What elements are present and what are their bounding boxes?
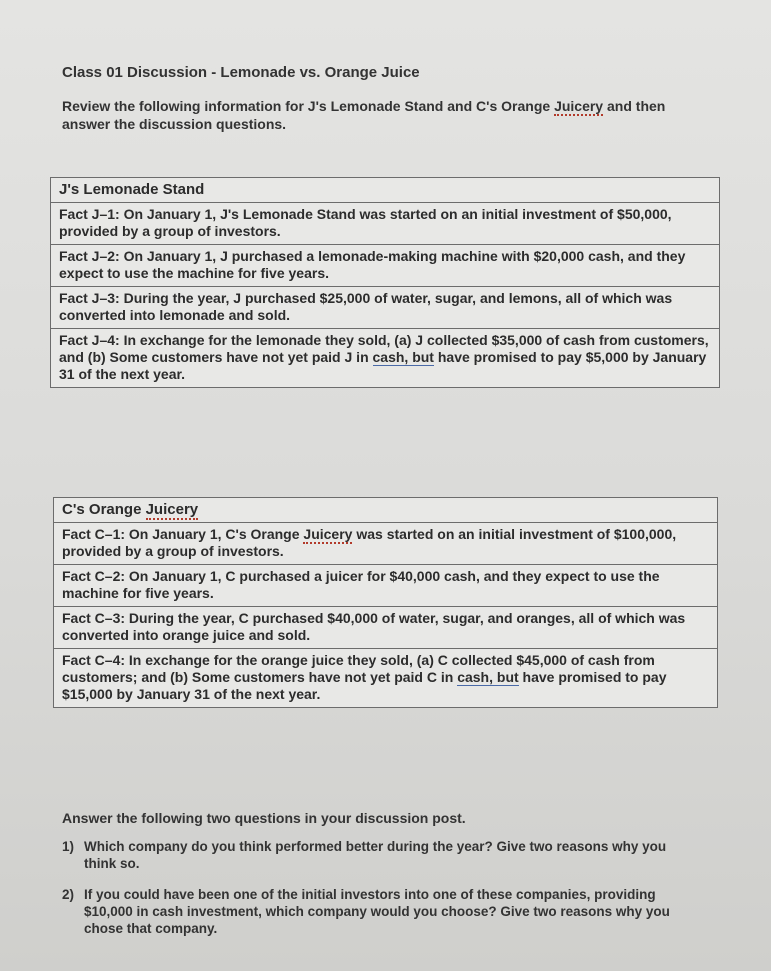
juicery-heading-word: Juicery (145, 501, 199, 518)
fact-j4-text-2: have promised to pay $5,000 by January 31 of the next year. (59, 349, 707, 382)
orange-juicery-heading (54, 498, 718, 523)
fact-j4 (51, 329, 720, 388)
fact-c4-text-2: have promised to pay $15,000 by January 31 of the next year. (62, 669, 667, 702)
page-title: Class 01 Discussion - Lemonade vs. Orange Juice (62, 64, 420, 81)
question-2 (62, 886, 702, 937)
fact-c4 (54, 649, 718, 708)
intro-juicery-word: Juicery (554, 98, 604, 114)
fact-c1 (54, 523, 718, 565)
fact-c3: Fact C–3: During the year, C purchased $40,000 of water, sugar, and oranges, all of which was converted into orange juice and sold. (54, 607, 718, 649)
fact-j2: Fact J–2: On January 1, J purchased a lemonade-making machine with $20,000 cash, and they expect to use the machine for five years. (51, 245, 720, 287)
lemonade-stand-table (50, 177, 720, 388)
fact-j4-underlined: cash, but (372, 349, 434, 365)
intro-text-2: and then answer the discussion questions. (62, 98, 666, 132)
fact-c1-juicery-word: Juicery (303, 526, 353, 542)
answer-instructions: Answer the following two questions in your discussion post. (62, 810, 466, 826)
question-1-number: 1) (62, 839, 75, 854)
fact-j1: Fact J–1: On January 1, J's Lemonade Stand was started on an initial investment of $50,000, provided by a group of investors. (51, 203, 720, 245)
fact-c4-text-1: Fact C–4: In exchange for the orange juice they sold, (a) C collected $45,000 of cash from customers; and (b) Some customers have not yet paid C in (62, 652, 655, 685)
fact-c4-underlined: cash, but (457, 669, 519, 685)
fact-c1-text-2: was started on an initial investment of $100,000, provided by a group of investors. (62, 526, 677, 559)
question-1 (62, 838, 702, 872)
fact-j4-text-1: Fact J–4: In exchange for the lemonade they sold, (a) J collected $35,000 of cash from customers, and (b) Some customers have not yet paid J in (59, 332, 709, 365)
juicery-heading-prefix: C's Orange (62, 501, 146, 518)
question-1-text: Which company do you think performed better during the year? Give two reasons why you think so. (84, 839, 667, 871)
fact-j3: Fact J–3: During the year, J purchased $25,000 of water, sugar, and lemons, all of which was converted into lemonade and sold. (51, 287, 720, 329)
lemonade-stand-heading: J's Lemonade Stand (51, 178, 720, 203)
intro-text-1: Review the following information for J's Lemonade Stand and C's Orange (62, 98, 555, 114)
orange-juicery-table (53, 497, 718, 708)
question-2-text: If you could have been one of the initial investors into one of these companies, providing $10,000 in cash investment, which company would you choose? Give two reasons why you chose that company. (84, 887, 670, 936)
question-2-number: 2) (62, 887, 75, 902)
fact-c1-text-1: Fact C–1: On January 1, C's Orange (62, 526, 304, 542)
intro-paragraph (62, 97, 712, 133)
fact-c2: Fact C–2: On January 1, C purchased a juicer for $40,000 cash, and they expect to use the machine for five years. (54, 565, 718, 607)
